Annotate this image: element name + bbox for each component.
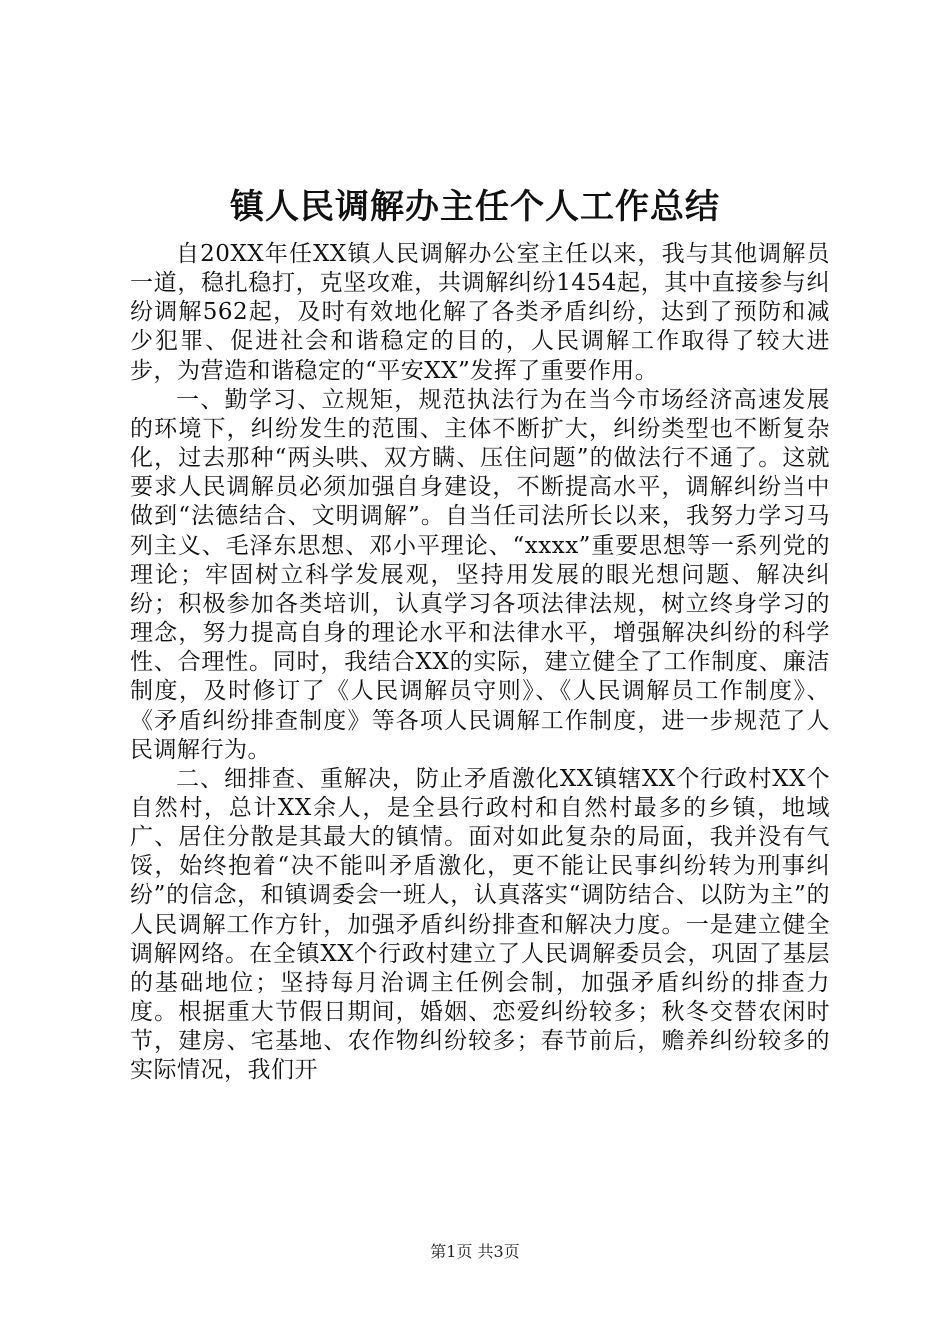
paragraph-section-two: 二、细排查、重解决，防止矛盾激化XX镇辖XX个行政村XX个自然村，总计XX余人，是全县行政村和自然村最多的乡镇，地域广、居住分散是其最大的镇情。面对如此复杂的局面，我并没有气馁，始终抱着“决不能叫矛盾激化，更不能让民事纠纷转为刑事纠纷”的信念，和镇调委会一班人，认真落实“调防结合、以防为主”的人民调解工作方针，加强矛盾纠纷排查和解决力度。一是建立健全调解网络。在全镇XX个行政村建立了人民调解委员会，巩固了基层的基础地位；坚持每月治调主任例会制，加强矛盾纠纷的排查力度。根据重大节假日期间，婚姻、恋爱纠纷较多；秋冬交替农闲时节，建房、宅基地、农作物纠纷较多；春节前后，赡养纠纷较多的实际情况，我们开 (130, 765, 830, 1084)
document-body (130, 240, 830, 1086)
page-number-footer: 第1页 共3页 (430, 1242, 520, 1261)
paragraph-section-one: 一、勤学习、立规矩，规范执法行为在当今市场经济高速发展的环境下，纠纷发生的范围、主体不断扩大，纠纷类型也不断复杂化，过去那种“两头哄、双方瞒、压住问题”的做法行不通了。这就要求人民调解员必须加强自身建设，不断提高水平，调解纠纷当中做到“法德结合、文明调解”。自当任司法所长以来，我努力学习马列主义、毛泽东思想、邓小平理论、“xxxx”重要思想等一系列党的理论；牢固树立科学发展观，坚持用发展的眼光想问题、解决纠纷；积极参加各类培训，认真学习各项法律法规，树立终身学习的理念，努力提高自身的理论水平和法律水平，增强解决纠纷的科学性、合理性。同时，我结合XX的实际，建立健全了工作制度、廉洁制度，及时修订了《人民调解员守则》、《人民调解员工作制度》、《矛盾纠纷排查制度》等各项人民调解工作制度，进一步规范了人民调解行为。 (130, 386, 830, 763)
paragraph-intro: 自20XX年任XX镇人民调解办公室主任以来，我与其他调解员一道，稳扎稳打，克坚攻难，共调解纠纷1454起，其中直接参与纠纷调解562起，及时有效地化解了各类矛盾纠纷，达到了预防和减少犯罪、促进社会和谐稳定的目的，人民调解工作取得了较大进步，为营造和谐稳定的“平安XX”发挥了重要作用。 (130, 241, 830, 384)
document-title: 镇人民调解办主任个人工作总结 (230, 187, 720, 227)
